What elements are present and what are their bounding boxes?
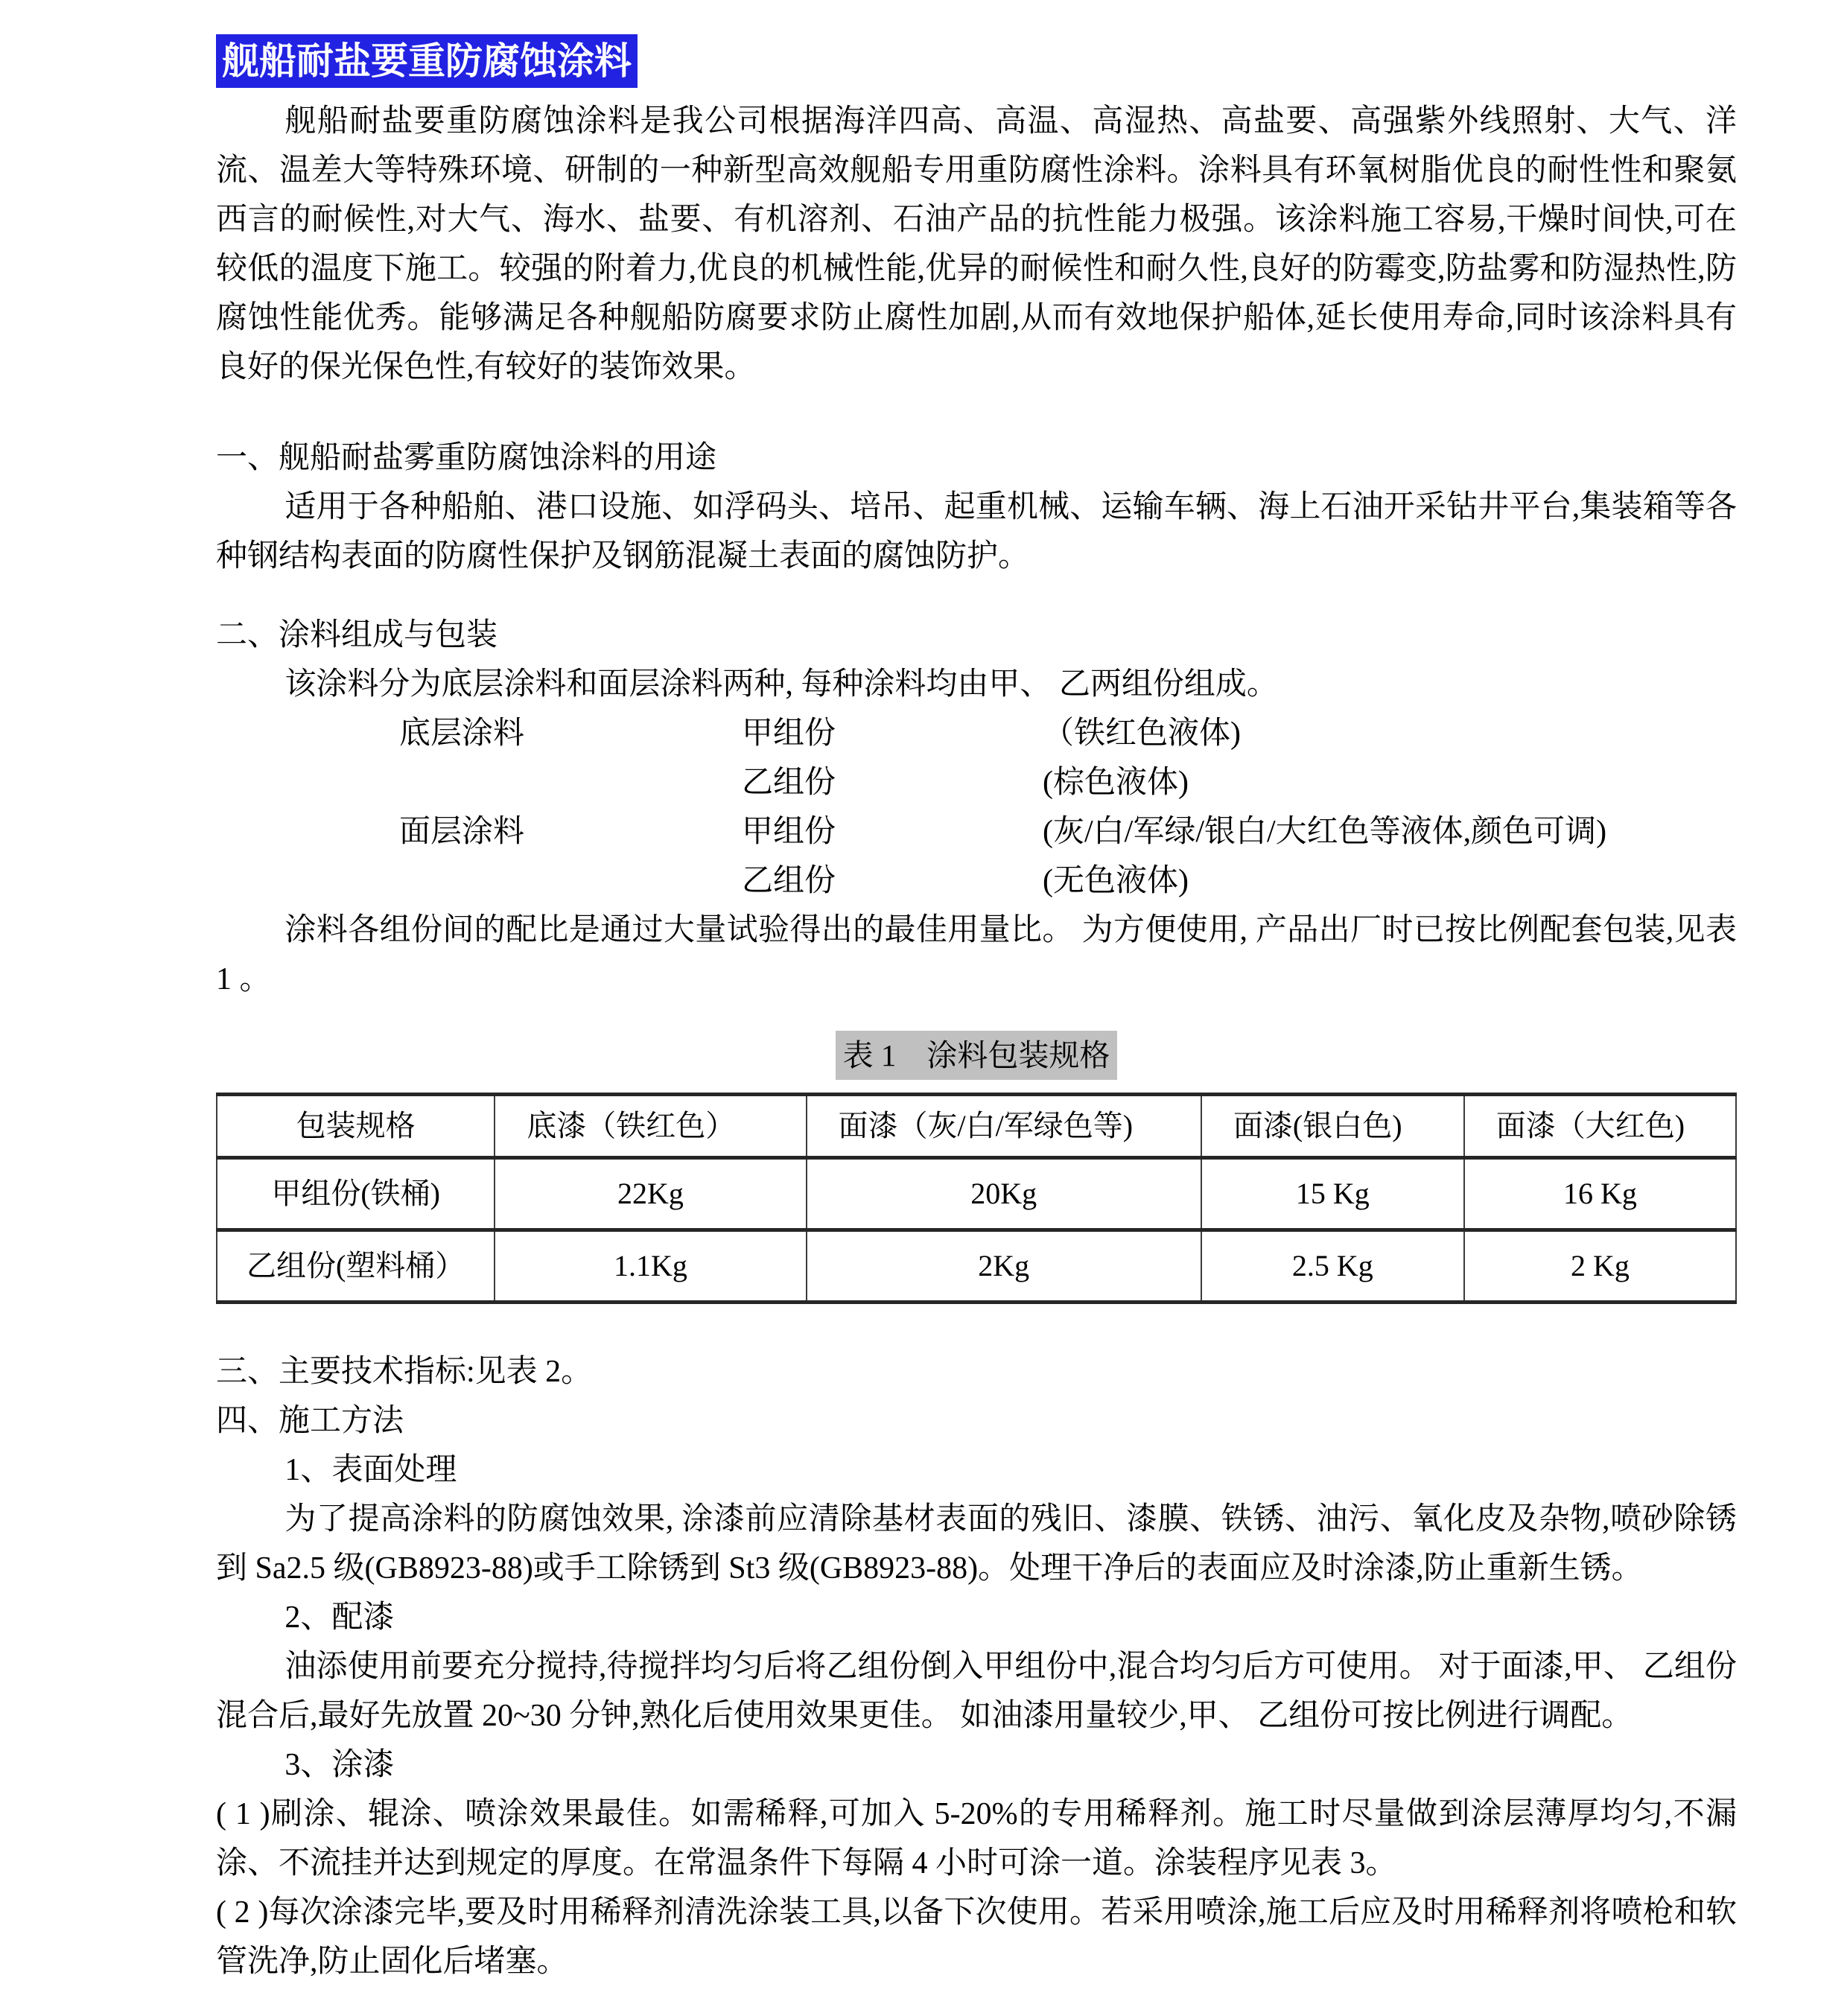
doc-title: 舰船耐盐要重防腐蚀涂料 [216,34,638,88]
table-header-cell: 包装规格 [217,1095,495,1158]
table-header-cell: 面漆（大红色) [1464,1095,1736,1158]
packaging-note-line1: 涂料各组份间的配比是通过大量试验得出的最佳用量比。 为方便使用, 产品出厂时已按比例配套包装, [284,913,1674,947]
section-3-heading: 三、主要技术指标:见表 2。 [216,1355,593,1389]
composition-row [216,758,1737,807]
composition-component: 甲组份 [742,815,836,849]
composition-row [216,856,1737,906]
section-1-heading: 一、舰船耐盐雾重防腐蚀涂料的用途 [216,441,717,475]
table-row [217,1158,1736,1230]
composition-layer [399,758,742,807]
composition-component: 乙组份 [742,766,836,800]
table-header-cell: 面漆(银白色) [1201,1095,1464,1158]
section-2-heading: 二、涂料组成与包装 [216,618,498,652]
section-4-sub-1-heading: 1、表面处理 [284,1453,457,1487]
composition-desc: (棕色液体) [1043,766,1189,800]
section-2-intro: 该涂料分为底层涂料和面层涂料两种, 每种涂料均由甲、 乙两组份组成。 [284,667,1278,702]
table-cell: 22Kg [495,1158,806,1230]
composition-desc: (灰/白/军绿/银白/大红色等液体,颜色可调) [1043,815,1607,849]
intro-paragraph: 舰船耐盐要重防腐蚀涂料是我公司根据海洋四高、高温、高湿热、高盐要、高强紫外线照射、大气、洋流、温差大等特殊环境、研制的一种新型高效舰船专用重防腐性涂料。涂料具有环氧树脂优良的耐性性和聚氨西言的耐候性,对大气、海水、盐要、有机溶剂、石油产品的抗性能力极强。该涂料施工容易,干燥时间快,可在较低的温度下施工。较强的附着力,优良的机械性能,优异的耐候性和耐久性,良好的防霉变,防盐雾和防湿热性,防腐蚀性能优秀。能够满足各种舰船防腐要求防止腐性加剧,从而有效地保护船体,延长使用寿命,同时该涂料具有良好的保光保色性,有较好的装饰效果。 [216,104,1737,384]
table-cell: 16 Kg [1464,1158,1736,1230]
composition-component: 甲组份 [742,716,836,751]
table-1-caption [216,1031,1737,1081]
table-header-row [217,1095,1736,1158]
composition-row [216,807,1737,856]
section-4-sub-3-item-2: ( 2 )每次涂漆完毕,要及时用稀释剂清洗涂装工具,以备下次使用。若采用喷涂,施工后应及时用稀释剂将喷枪和软管洗净,防止固化后堵塞。 [216,1895,1737,1979]
composition-row [216,709,1737,758]
table-header-cell: 底漆（铁红色） [495,1095,806,1158]
table-cell: 2 Kg [1464,1230,1736,1303]
table-1-caption-text: 表 1 涂料包装规格 [836,1031,1118,1080]
table-cell: 甲组份(铁桶) [217,1158,495,1230]
table-row [217,1230,1736,1303]
table-cell: 2.5 Kg [1201,1230,1464,1303]
packaging-note [216,906,1737,1004]
section-4-sub-2-heading: 2、配漆 [284,1600,395,1635]
section-4-sub-3-heading: 3、涂漆 [284,1748,395,1782]
section-4-sub-1-body: 为了提高涂料的防腐蚀效果, 涂漆前应清除基材表面的残旧、漆膜、铁锈、油污、氧化皮及杂物,喷砂除锈到 Sa2.5 级(GB8923-88)或手工除锈到 St3 级(GB8923-88)。处理干净后的表面应及时涂漆,防止重新生锈。 [216,1502,1737,1586]
composition-desc: （铁红色液体) [1043,716,1241,751]
table-header-cell: 面漆（灰/白/军绿色等) [807,1095,1201,1158]
section-1-body: 适用于各种船舶、港口设施、如浮码头、培吊、起重机械、运输车辆、海上石油开采钻井平台,集装箱等各种钢结构表面的防腐性保护及钢筋混凝土表面的腐蚀防护。 [216,490,1737,573]
table-cell: 15 Kg [1201,1158,1464,1230]
composition-layer: 面层涂料 [399,815,525,849]
composition-layer: 底层涂料 [399,716,525,751]
composition-desc: (无色液体) [1043,864,1189,898]
section-4-sub-2-body: 油添使用前要充分搅持,待搅拌均匀后将乙组份倒入甲组份中,混合均匀后方可使用。 对于面漆,甲、 乙组份混合后,最好先放置 20~30 分钟,熟化后使用效果更佳。 如油漆用量较少,甲、 乙组份可按比例进行调配。 [216,1650,1737,1733]
section-4-heading: 四、施工方法 [216,1404,404,1438]
table-cell: 20Kg [807,1158,1201,1230]
packaging-spec-table [216,1093,1737,1304]
composition-layer [399,856,742,906]
composition-component: 乙组份 [742,864,836,898]
table-cell: 2Kg [807,1230,1201,1303]
packaging-note-line2: 见表 1 。 [216,913,1737,996]
table-cell: 乙组份(塑料桶） [217,1230,495,1303]
section-4-sub-3-item-1: ( 1 )刷涂、辊涂、喷涂效果最佳。如需稀释,可加入 5-20%的专用稀释剂。施工时尽量做到涂层薄厚均匀,不漏涂、不流挂并达到规定的厚度。在常温条件下每隔 4 小时可涂一道。涂装程序见表 3。 [216,1797,1737,1880]
table-cell: 1.1Kg [495,1230,806,1303]
